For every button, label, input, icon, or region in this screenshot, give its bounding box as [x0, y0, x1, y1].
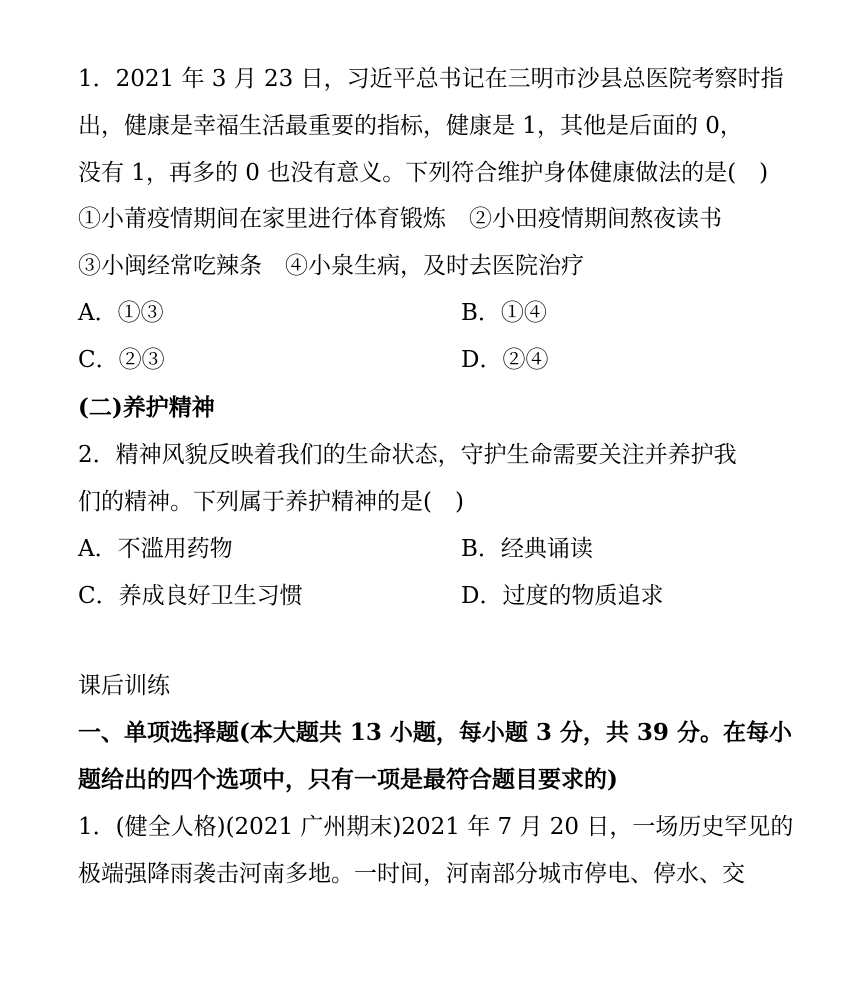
question-2-stem-line-1: 2．精神风貌反映着我们的生命状态，守护生命需要关注并养护我 [78, 442, 737, 468]
question-1-stem-line-3: 没有 1，再多的 0 也没有意义。下列符合维护身体健康做法的是( ) [78, 160, 769, 186]
question-1-stem-line-1: 1．2021 年 3 月 23 日，习近平总书记在三明市沙县总医院考察时指 [78, 66, 784, 92]
after-class-title: 课后训练 [78, 673, 170, 699]
question-1-option-c: C．②③ [78, 347, 165, 373]
instructions-line-1: 一、单项选择题(本大题共 13 小题，每小题 3 分，共 39 分。在每小 [78, 719, 792, 746]
question-2-stem-line-2: 们的精神。下列属于养护精神的是( ) [78, 489, 464, 515]
section-heading: (二)养护精神 [78, 394, 215, 421]
question-2-options-row-1 [78, 534, 788, 564]
question-1-option-a: A．①③ [78, 300, 164, 326]
question-1-options-row-1 [78, 298, 788, 328]
question-1-statements-line-2: ③小闽经常吃辣条 ④小泉生病，及时去医院治疗 [78, 253, 584, 279]
instructions-line-2: 题给出的四个选项中，只有一项是最符合题目要求的) [78, 766, 618, 793]
question-2-option-c: C．养成良好卫生习惯 [78, 583, 303, 609]
question-1-statements-line-1: ①小莆疫情期间在家里进行体育锻炼 ②小田疫情期间熬夜读书 [78, 206, 722, 232]
exercise-1-line-2: 极端强降雨袭击河南多地。一时间，河南部分城市停电、停水、交 [78, 861, 745, 887]
question-1-option-d: D．②④ [461, 347, 549, 373]
question-2-options-row-2 [78, 581, 788, 611]
question-1-option-b: B．①④ [461, 300, 547, 326]
question-1-options-row-2 [78, 345, 788, 375]
question-2-option-b: B．经典诵读 [461, 536, 593, 562]
question-1-stem-line-2: 出，健康是幸福生活最重要的指标，健康是 1，其他是后面的 0， [78, 113, 743, 139]
exercise-1-line-1: 1．(健全人格)(2021 广州期末)2021 年 7 月 20 日，一场历史罕见的 [78, 814, 794, 840]
question-2-option-a: A．不滥用药物 [78, 536, 233, 562]
question-2-option-d: D．过度的物质追求 [461, 583, 664, 609]
